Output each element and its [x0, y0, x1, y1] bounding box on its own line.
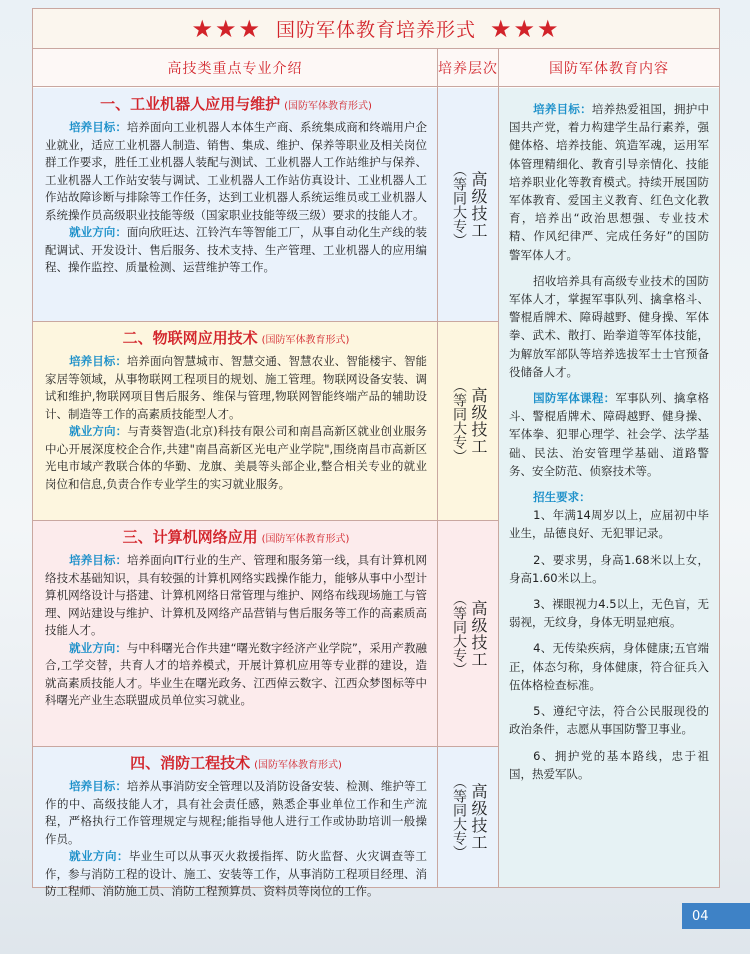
requirement-item: 4、无传染疾病，身体健康;五官端正，体态匀称，身体健康，符合征兵入伍体格检查标准。 [509, 641, 709, 692]
level-equivalent: （等同大专） [451, 162, 467, 247]
training-level-cell [438, 322, 498, 521]
column-header-row [33, 49, 719, 87]
section-title-text: 二、物联网应用技术 [122, 329, 258, 347]
page-number: 04 [682, 903, 750, 929]
level-title: 高级技工 [469, 387, 488, 455]
training-goal-label: 培养目标： [69, 553, 128, 567]
level-title: 高级技工 [469, 170, 488, 239]
training-level-cell [438, 521, 498, 747]
column-header-content: 国防军体教育内容 [549, 61, 669, 77]
military-education-content [499, 88, 719, 887]
employment-direction [45, 848, 427, 901]
level-equivalent: （等同大专） [451, 591, 467, 676]
section-title-text: 三、计算机网络应用 [122, 528, 258, 546]
level-equivalent: （等同大专） [451, 379, 467, 463]
employment-text: 与青葵智造(北京)科技有限公司和南昌高新区就业创业服务中心开展深度校企合作,共建"南昌高新区光电产业学院",围绕南昌市高新区光电市域产教联合体的华勤、龙旗、美晨等头部企业,整合相关专业的就业岗位和信息,负责合作专业学生的实习就业服务。 [45, 424, 427, 491]
training-level-cell [438, 747, 498, 887]
training-goal-text: 培养面向工业机器人本体生产商、系统集成商和终端用户企业就业，适应工业机器人制造、销售、集成、维护、保养等职业及相关岗位群工作要求，胜任工业机器人装配与测试、工业机器人工作站维护与保养、工业机器人工作站安装与调试、工业机器人工作站仿真设计、工业机器人工作站故障诊断与排除等工作任务，达到工业机器人系统运维员或工业机器人系统操作员高级职业技能等级（国家职业技能等级三级）要求的技能人才。 [45, 120, 428, 222]
section-title [45, 527, 427, 550]
right-goal-text: 培养热爱祖国，拥护中国共产党，着力构建学生品行素养，强健体格、培养技能、筑造军魂，运用军体管理精细化、教育引导亲情化、技能培养职业化等教育模式。持续开展国防军体教育、爱国主义教育、红色文化教育，培养出“政治思想强、专业技术精、作风纪律严、完成任务好”的国防警军体人才。 [509, 102, 710, 262]
enrollment-requirements-heading [509, 488, 709, 506]
training-goal [45, 119, 427, 224]
requirements-label: 招生要求： [533, 490, 591, 505]
training-goal-text: 培养面向IT行业的生产、管理和服务第一线，具有计算机网络技术基础知识，具有较强的计算机网络实践操作能力，能够从事中小型计算机网络设计与搭建、计算机网络日常管理与维护、网络布线现场施工与管理、网站建设与维护、计算机及网络产品营销与售后服务等工作的高素质高技能人才。 [45, 553, 427, 637]
requirement-item: 2、要求男，身高1.68米以上女，身高1.60米以上。 [509, 552, 709, 585]
major-section-network [33, 521, 437, 747]
right-goal-label: 培养目标： [533, 102, 592, 116]
section-title [45, 753, 427, 776]
training-goal [45, 778, 427, 848]
main-table [32, 8, 720, 898]
employment-label: 就业方向： [69, 849, 129, 863]
employment-label: 就业方向： [69, 424, 128, 438]
star-icon-group-left: ★★★ [191, 14, 262, 43]
level-title: 高级技工 [469, 783, 488, 851]
section-title-text: 一、工业机器人应用与维护 [100, 95, 281, 113]
page-title-bar [33, 9, 719, 49]
section-tag: (国防军体教育形式) [284, 101, 372, 112]
course-label: 国防军体课程： [533, 391, 616, 406]
training-goal-label: 培养目标： [69, 354, 127, 368]
page-title: 国防军体教育培养形式 [275, 19, 476, 41]
employment-text: 与中科曙光合作共建“曙光数字经济产业学院”，采用产教融合,工学交替，共育人才的培养模式，开展计算机应用等专业群的建设，造就高素质技能人才。毕业生在曙光政务、江西倬云数字、江西众梦图标等中科曙光产业生态联盟成员单位实习就业。 [45, 640, 427, 707]
section-tag: (国防军体教育形式) [254, 760, 342, 771]
section-title [45, 328, 427, 351]
section-title [45, 94, 427, 117]
level-title: 高级技工 [469, 599, 488, 668]
requirement-item: 5、遵纪守法，符合公民服现役的政治条件，志愿从事国防警卫事业。 [509, 704, 709, 737]
level-equivalent: （等同大专） [451, 775, 467, 859]
recruit-description: 招收培养具有高级专业技术的国防军体人才，掌握军事队列、擒拿格斗、警棍盾牌术、障碍越野、健身操、军体拳、武术、散打、跆拳道等军体技能，为解放军部队等培养选拔军士士官预备役储备人才。 [509, 273, 709, 379]
requirement-item: 3、裸眼视力4.5以上，无色盲，无弱视，无纹身，身体无明显疤痕。 [509, 597, 709, 630]
employment-label: 就业方向： [69, 225, 127, 239]
training-goal [45, 353, 427, 423]
star-icon-group-right: ★★★ [490, 14, 561, 43]
employment-text: 面向欣旺达、江铃汽车等智能工厂，从事自动化生产线的装配调试、开发设计、售后服务、技术支持、生产管理、工业机器人的应用编程、操作监控、质量检测、运营维护等工作。 [45, 225, 428, 274]
employment-text: 毕业生可以从事灭火救援指挥、防火监督、火灾调查等工作，参与消防工程的设计、施工、安装等工作，从事消防工程项目经理、消防工程师、消防施工员、消防工程预算员、资料员等岗位的工作。 [45, 849, 427, 898]
requirement-item: 6、拥护党的基本路线，忠于祖国，热爱军队。 [509, 748, 709, 781]
employment-label: 就业方向： [69, 640, 127, 655]
major-section-robotics [33, 88, 437, 322]
right-training-goal [509, 100, 709, 264]
course-text: 军事队列、擒拿格斗、警棍盾牌术、障碍越野、健身操、军体拳、犯罪心理学、社会学、法学基础、民法、治安管理学基础、道路警务、安全防范、侦察技术等。 [509, 391, 710, 478]
requirement-item: 1、年满14周岁以上，应届初中毕业生，品德良好、无犯罪记录。 [509, 508, 709, 541]
column-header-majors: 高技类重点专业介绍 [167, 61, 303, 77]
section-title-text: 四、消防工程技术 [130, 754, 251, 772]
training-level-cell [438, 88, 498, 322]
section-tag: (国防军体教育形式) [261, 335, 350, 346]
column-header-level: 培养层次 [438, 61, 498, 77]
training-goal-label: 培养目标： [69, 779, 127, 793]
training-goal-text: 培养从事消防安全管理以及消防设备安装、检测、维护等工作的中、高级技能人才，具有社会责任感，熟悉企事业单位工作和生产流程，严格执行工作管理规定与规程;能指导他人进行工作或协助培训一般操作员。 [45, 779, 428, 846]
major-section-fire [33, 747, 437, 898]
employment-direction [45, 423, 427, 493]
training-goal-text: 培养面向智慧城市、智慧交通、智慧农业、智能楼宇、智能家居等领域，从事物联网工程项目的规划、施工管理。物联网设备安装、调试和维护,物联网项目售后服务、维保与管理,物联网智能终端产品的辅助设计、制造等工作的高素质技能型人才。 [45, 354, 428, 421]
training-goal-label: 培养目标： [69, 120, 127, 134]
training-goal [45, 552, 427, 640]
major-section-iot [33, 322, 437, 521]
employment-direction [45, 640, 427, 710]
section-tag: (国防军体教育形式) [261, 534, 350, 545]
employment-direction [45, 224, 427, 277]
course-list [509, 389, 709, 480]
